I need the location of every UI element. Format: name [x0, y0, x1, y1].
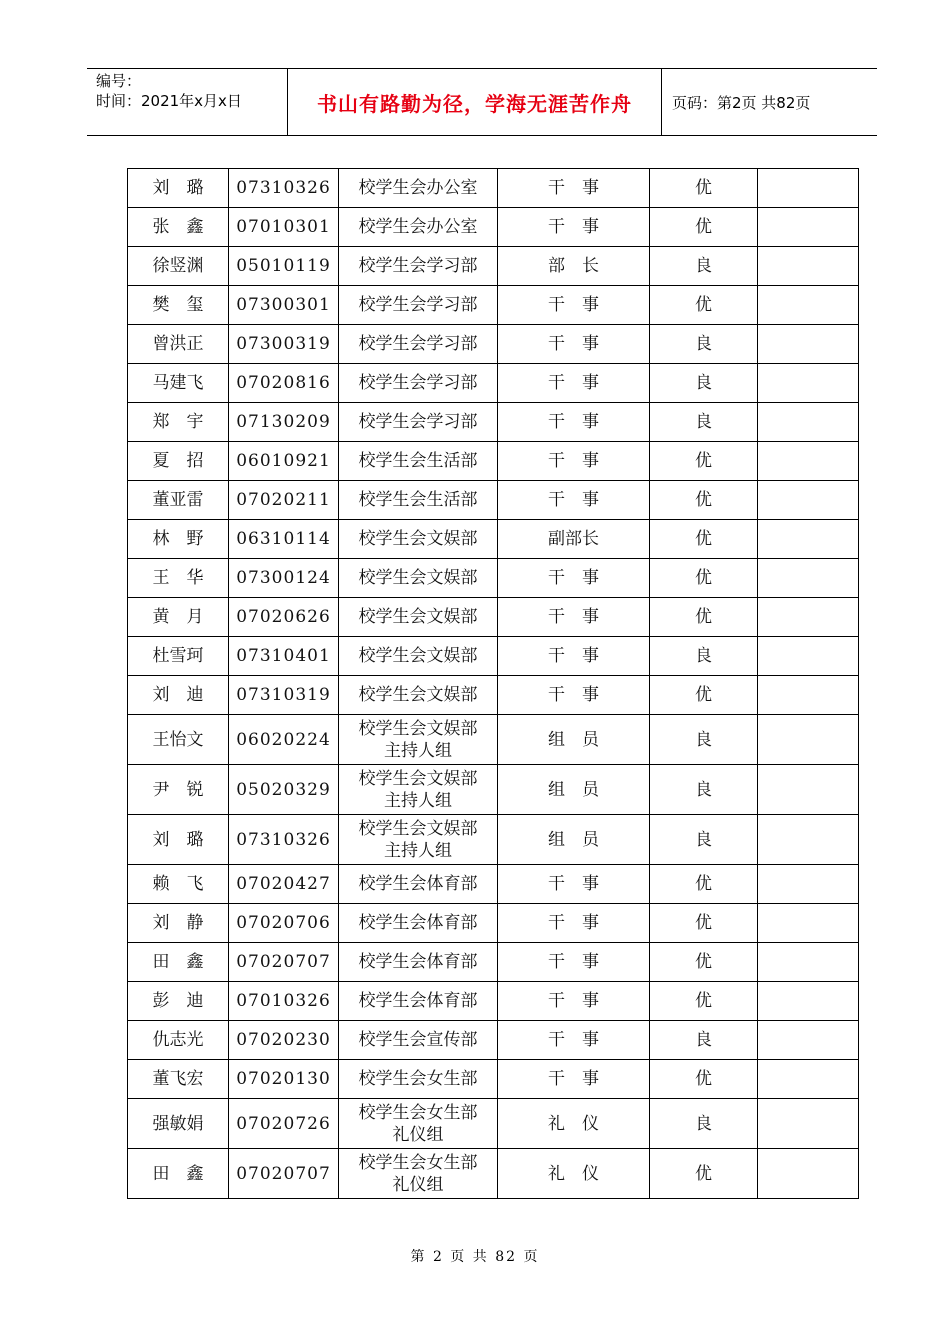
table-row	[128, 1149, 859, 1199]
position-cell: 干 事	[498, 904, 650, 943]
note-cell	[758, 715, 859, 765]
member-name-cell: 马建飞	[128, 364, 229, 403]
header-meta	[96, 71, 286, 111]
department-line: 校学生会生活部	[358, 490, 478, 510]
department-line: 校学生会生活部	[358, 451, 478, 471]
department-cell	[339, 1021, 498, 1060]
position-cell: 干 事	[498, 1021, 650, 1060]
position-cell: 干 事	[498, 442, 650, 481]
member-name-cell: 曾洪正	[128, 325, 229, 364]
grade-cell: 优	[650, 598, 758, 637]
note-cell	[758, 364, 859, 403]
member-name-cell: 田 鑫	[128, 1149, 229, 1199]
department-cell	[339, 481, 498, 520]
table-row	[128, 815, 859, 865]
department-cell	[339, 442, 498, 481]
table-row	[128, 247, 859, 286]
student-id-cell: 07020211	[229, 481, 339, 520]
note-cell	[758, 208, 859, 247]
grade-cell: 优	[650, 982, 758, 1021]
department-cell	[339, 1060, 498, 1099]
department-line: 校学生会学习部	[358, 295, 478, 315]
grade-cell: 优	[650, 1149, 758, 1199]
table-row	[128, 1099, 859, 1149]
grade-cell: 良	[650, 247, 758, 286]
student-id-cell: 07310401	[229, 637, 339, 676]
grade-cell: 优	[650, 481, 758, 520]
department-cell	[339, 637, 498, 676]
grade-cell: 良	[650, 1099, 758, 1149]
position-cell: 干 事	[498, 598, 650, 637]
member-name-cell: 尹 锐	[128, 765, 229, 815]
position-cell: 干 事	[498, 403, 650, 442]
member-name-cell: 刘 璐	[128, 169, 229, 208]
member-name-cell: 赖 飞	[128, 865, 229, 904]
student-id-cell: 05020329	[229, 765, 339, 815]
member-name-cell: 张 鑫	[128, 208, 229, 247]
note-cell	[758, 1060, 859, 1099]
position-cell: 干 事	[498, 208, 650, 247]
grade-cell: 良	[650, 765, 758, 815]
grade-cell: 良	[650, 1021, 758, 1060]
department-cell	[339, 364, 498, 403]
note-cell	[758, 559, 859, 598]
note-cell	[758, 676, 859, 715]
position-cell: 礼 仪	[498, 1149, 650, 1199]
page-footer	[0, 1246, 950, 1266]
department-line: 校学生会体育部	[358, 913, 478, 933]
student-id-cell: 07020816	[229, 364, 339, 403]
department-cell	[339, 247, 498, 286]
department-line: 校学生会体育部	[358, 991, 478, 1011]
member-table-body	[128, 169, 859, 1199]
grade-cell: 优	[650, 520, 758, 559]
grade-cell: 优	[650, 286, 758, 325]
position-cell: 干 事	[498, 169, 650, 208]
grade-cell: 良	[650, 815, 758, 865]
member-name-cell: 田 鑫	[128, 943, 229, 982]
department-line: 主持人组	[384, 790, 452, 811]
student-id-cell: 07300319	[229, 325, 339, 364]
document-time-label: 时间：2021年x月x日	[96, 92, 242, 110]
position-cell: 干 事	[498, 865, 650, 904]
position-cell: 礼 仪	[498, 1099, 650, 1149]
note-cell	[758, 865, 859, 904]
note-cell	[758, 325, 859, 364]
member-name-cell: 王怡文	[128, 715, 229, 765]
department-line: 校学生会女生部	[358, 1102, 478, 1123]
department-cell	[339, 598, 498, 637]
member-name-cell: 夏 招	[128, 442, 229, 481]
member-table	[127, 168, 859, 1199]
student-id-cell: 07020427	[229, 865, 339, 904]
note-cell	[758, 1021, 859, 1060]
department-line: 主持人组	[384, 740, 452, 761]
table-row	[128, 403, 859, 442]
department-cell	[339, 715, 498, 765]
department-line: 校学生会学习部	[358, 373, 478, 393]
header-page-label: 页码：第2页 共82页	[672, 93, 811, 112]
member-name-cell: 杜雪珂	[128, 637, 229, 676]
student-id-cell: 07300124	[229, 559, 339, 598]
grade-cell: 优	[650, 943, 758, 982]
table-row	[128, 715, 859, 765]
table-row	[128, 364, 859, 403]
table-row	[128, 325, 859, 364]
table-row	[128, 559, 859, 598]
grade-cell: 优	[650, 442, 758, 481]
department-line: 校学生会文娱部	[358, 685, 478, 705]
note-cell	[758, 943, 859, 982]
note-cell	[758, 286, 859, 325]
grade-cell: 优	[650, 208, 758, 247]
department-cell	[339, 943, 498, 982]
note-cell	[758, 1099, 859, 1149]
note-cell	[758, 598, 859, 637]
note-cell	[758, 481, 859, 520]
note-cell	[758, 815, 859, 865]
student-id-cell: 06020224	[229, 715, 339, 765]
student-id-cell: 07020130	[229, 1060, 339, 1099]
table-row	[128, 481, 859, 520]
note-cell	[758, 765, 859, 815]
student-id-cell: 07020726	[229, 1099, 339, 1149]
department-line: 校学生会宣传部	[358, 1030, 478, 1050]
table-row	[128, 865, 859, 904]
table-row	[128, 286, 859, 325]
table-row	[128, 943, 859, 982]
member-name-cell: 仇志光	[128, 1021, 229, 1060]
grade-cell: 优	[650, 559, 758, 598]
table-row	[128, 1021, 859, 1060]
position-cell: 干 事	[498, 637, 650, 676]
position-cell: 干 事	[498, 481, 650, 520]
note-cell	[758, 403, 859, 442]
note-cell	[758, 169, 859, 208]
department-cell	[339, 325, 498, 364]
note-cell	[758, 520, 859, 559]
note-cell	[758, 982, 859, 1021]
table-row	[128, 208, 859, 247]
table-row	[128, 676, 859, 715]
position-cell: 干 事	[498, 364, 650, 403]
grade-cell: 优	[650, 904, 758, 943]
position-cell: 副部长	[498, 520, 650, 559]
department-line: 校学生会文娱部	[358, 818, 478, 839]
student-id-cell: 06010921	[229, 442, 339, 481]
student-id-cell: 07310326	[229, 815, 339, 865]
member-name-cell: 刘 璐	[128, 815, 229, 865]
student-id-cell: 07010326	[229, 982, 339, 1021]
department-line: 校学生会学习部	[358, 256, 478, 276]
grade-cell: 良	[650, 403, 758, 442]
note-cell	[758, 442, 859, 481]
student-id-cell: 07310326	[229, 169, 339, 208]
department-cell	[339, 403, 498, 442]
department-line: 校学生会学习部	[358, 334, 478, 354]
note-cell	[758, 904, 859, 943]
position-cell: 组 员	[498, 715, 650, 765]
department-cell	[339, 982, 498, 1021]
table-row	[128, 904, 859, 943]
position-cell: 组 员	[498, 765, 650, 815]
note-cell	[758, 1149, 859, 1199]
table-row	[128, 598, 859, 637]
department-cell	[339, 765, 498, 815]
grade-cell: 优	[650, 865, 758, 904]
grade-cell: 良	[650, 715, 758, 765]
header-motto: 书山有路勤为径，学海无涯苦作舟	[287, 69, 662, 135]
grade-cell: 良	[650, 364, 758, 403]
department-cell	[339, 904, 498, 943]
table-row	[128, 169, 859, 208]
grade-cell: 优	[650, 1060, 758, 1099]
department-cell	[339, 559, 498, 598]
department-line: 校学生会文娱部	[358, 646, 478, 666]
grade-cell: 良	[650, 325, 758, 364]
member-name-cell: 董飞宏	[128, 1060, 229, 1099]
department-cell	[339, 208, 498, 247]
member-name-cell: 董亚雷	[128, 481, 229, 520]
position-cell: 干 事	[498, 559, 650, 598]
table-row	[128, 442, 859, 481]
student-id-cell: 07010301	[229, 208, 339, 247]
department-cell	[339, 865, 498, 904]
department-cell	[339, 520, 498, 559]
student-id-cell: 07130209	[229, 403, 339, 442]
table-row	[128, 982, 859, 1021]
table-row	[128, 1060, 859, 1099]
position-cell: 干 事	[498, 982, 650, 1021]
department-cell	[339, 286, 498, 325]
department-line: 主持人组	[384, 840, 452, 861]
document-number-label: 编号：	[96, 72, 142, 90]
member-name-cell: 强敏娟	[128, 1099, 229, 1149]
department-cell	[339, 169, 498, 208]
student-id-cell: 07310319	[229, 676, 339, 715]
position-cell: 干 事	[498, 1060, 650, 1099]
department-line: 校学生会办公室	[358, 178, 478, 198]
position-cell: 部 长	[498, 247, 650, 286]
student-id-cell: 05010119	[229, 247, 339, 286]
student-id-cell: 06310114	[229, 520, 339, 559]
member-name-cell: 彭 迪	[128, 982, 229, 1021]
table-row	[128, 637, 859, 676]
student-id-cell: 07020707	[229, 1149, 339, 1199]
department-line: 校学生会体育部	[358, 874, 478, 894]
member-name-cell: 徐竖渊	[128, 247, 229, 286]
member-name-cell: 郑 宇	[128, 403, 229, 442]
department-line: 校学生会文娱部	[358, 529, 478, 549]
department-line: 校学生会文娱部	[358, 768, 478, 789]
department-cell	[339, 815, 498, 865]
department-line: 校学生会办公室	[358, 217, 478, 237]
position-cell: 组 员	[498, 815, 650, 865]
position-cell: 干 事	[498, 286, 650, 325]
position-cell: 干 事	[498, 943, 650, 982]
member-name-cell: 刘 迪	[128, 676, 229, 715]
member-name-cell: 林 野	[128, 520, 229, 559]
grade-cell: 良	[650, 637, 758, 676]
position-cell: 干 事	[498, 325, 650, 364]
department-line: 校学生会体育部	[358, 952, 478, 972]
department-cell	[339, 1149, 498, 1199]
member-name-cell: 王 华	[128, 559, 229, 598]
department-line: 校学生会文娱部	[358, 607, 478, 627]
table-row	[128, 765, 859, 815]
department-line: 礼仪组	[392, 1174, 444, 1195]
department-line: 校学生会文娱部	[358, 718, 478, 739]
department-line: 校学生会女生部	[358, 1152, 478, 1173]
member-name-cell: 樊 玺	[128, 286, 229, 325]
department-cell	[339, 1099, 498, 1149]
page-header	[87, 68, 877, 136]
student-id-cell: 07020706	[229, 904, 339, 943]
footer-page-number: 第 2 页 共 82 页	[410, 1249, 540, 1265]
member-name-cell: 刘 静	[128, 904, 229, 943]
department-line: 校学生会学习部	[358, 412, 478, 432]
department-cell	[339, 676, 498, 715]
note-cell	[758, 637, 859, 676]
department-line: 校学生会女生部	[358, 1069, 478, 1089]
student-id-cell: 07020707	[229, 943, 339, 982]
grade-cell: 优	[650, 169, 758, 208]
member-name-cell: 黄 月	[128, 598, 229, 637]
student-id-cell: 07300301	[229, 286, 339, 325]
position-cell: 干 事	[498, 676, 650, 715]
table-row	[128, 520, 859, 559]
department-line: 校学生会文娱部	[358, 568, 478, 588]
student-id-cell: 07020230	[229, 1021, 339, 1060]
note-cell	[758, 247, 859, 286]
grade-cell: 优	[650, 676, 758, 715]
department-line: 礼仪组	[392, 1124, 444, 1145]
student-id-cell: 07020626	[229, 598, 339, 637]
